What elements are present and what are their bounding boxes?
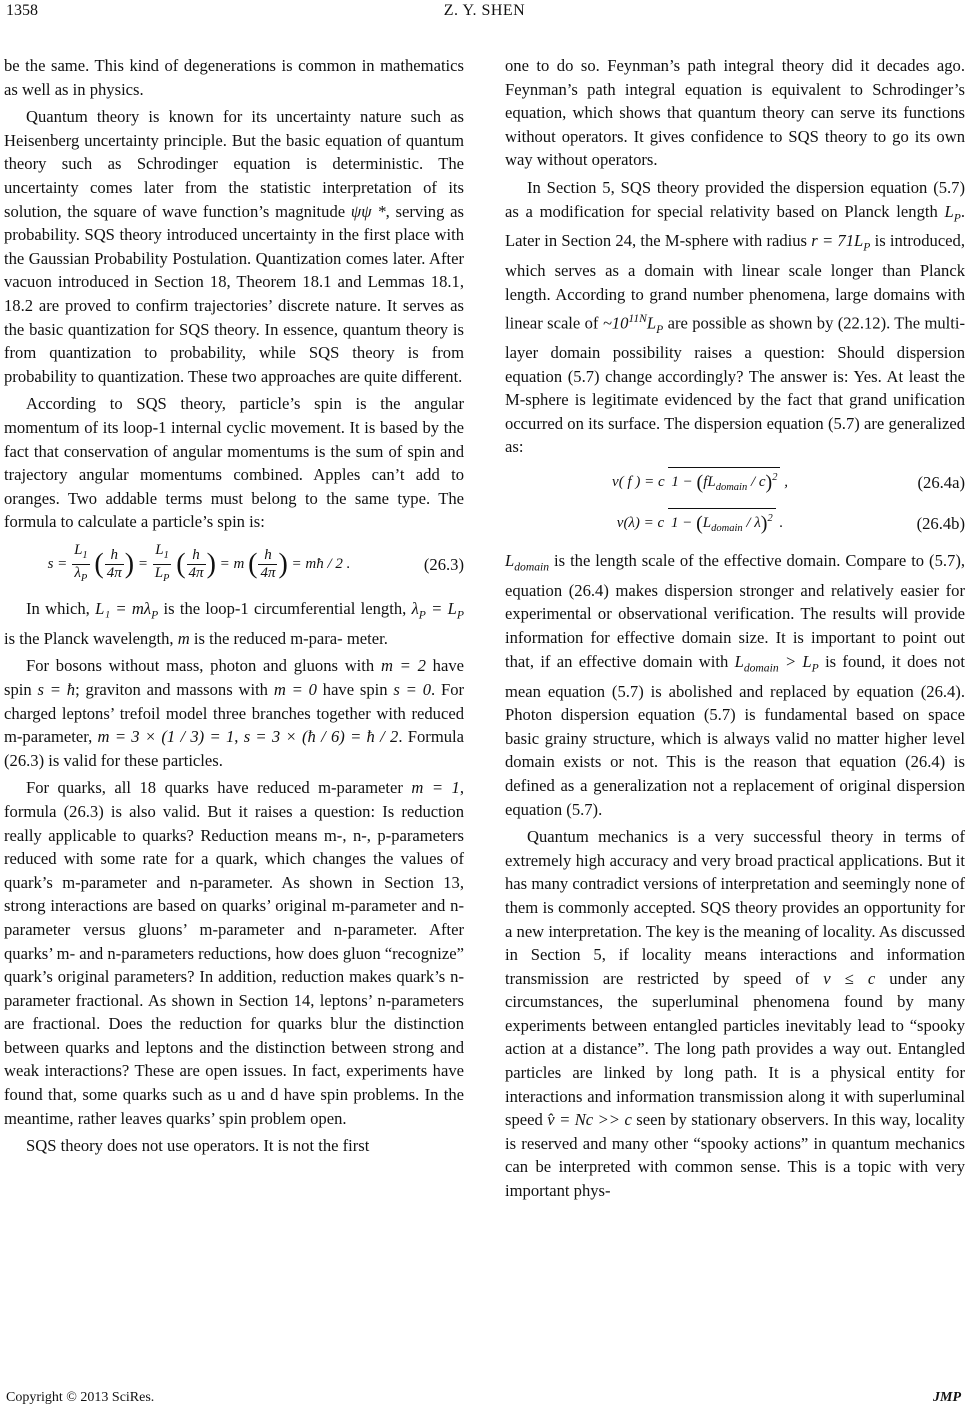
paragraph: According to SQS theory, particle’s spin is the angular momentum of its loop-1 internal cyclic movement. It is based by the fact that conservation of angular momentums is the sum of spin and trajectory angular momentums combined. Apples can’t add to oranges. Two addable terms must belong to the same type. The formula to calculate a particle’s spin is: (4, 394, 464, 532)
equation-26-3 (4, 542, 464, 587)
paragraph: be the same. This kind of degenerations is common in mathematics as well as in physics. (4, 56, 464, 99)
paragraph: In Section 5, SQS theory provided the dispersion equation (5.7) as a modification for special relativity based on Planck length $L_P$. Later in Section 24, the M-sphere with radius $r = 71L_P$ is introduced, which serves as a domain with linear scale longer than Planck length. According to grand number phenomena, large domains with linear scale of $\sim 10^{11N}L_P$ are possible as shown by (22.12). The multi-layer domain possibility raises a question: Should dispersion equation (5.7) change accordingly? The answer is: Yes. At least the M-sphere is legitimate evidenced by the fact that grand unification occurred on its surface. The dispersion equation (5.7) are generalized as: (505, 177, 966, 457)
copyright: Copyright © 2013 SciRes. (6, 1390, 155, 1405)
paragraph: In which, $L_1 = m\lambda_P$ is the loop-1 circumferential length, $\lambda_P = L_P$ is the Planck wavelength, m is the reduced m-para- meter. (4, 598, 464, 648)
paragraph: Quantum mechanics is a very successful theory in terms of extremely high accuracy and very broad practical applications. But it has many contradict versions of interpretation and seemingly none of them is commonly accepted. SQS theory provides an opportunity for a new interpretation. The key is the meaning of locality. As discussed in Section 5, if locality means interactions and information transmission are restricted by speed of v ≤ c under any circumstances, the superluminal phenomena found by many experiments between entangled particles inevitably lead to “spooky action at a distance”. The long path provides a way out. Entangled particles are linked by long path. It is a physical entity for interactions and information transmission along it with superluminal speed v̂ = Nc >> c seen by stationary observers. In this way, locality is reserved and many other “spooky actions” in quantum mechanics can be interpreted with common sense. This is a topic with very important phys- (505, 827, 965, 1201)
running-head: Z. Y. SHEN (443, 2, 526, 19)
equation-number: (26.4b) (916, 513, 965, 533)
page-header (0, 0, 969, 30)
equation-body: s = $\frac{L_1}{\lambda_P}$ ( $\frac{h}{4\pi}$ ) = $\frac{L_1}{L_P}$ ( $\frac{h}{4\pi}$ ) = m ( $\frac{h}{4\pi}$ ) = mħ / 2 . (47, 541, 351, 584)
page-number: 1358 (6, 2, 38, 19)
paragraph: For quarks, all 18 quarks have reduced m-parameter m = 1, formula (26.3) is also valid. But it raises a question: Is reduction really applicable to quarks? Reduction means m-, n-, p-parameters reduced with some rate for a quark, which changes the values of quark’s m-parameter and n-parameter. As shown in Section 13, strong interactions are based on quarks’ original m-parameter and n-parameter versus gluons’ m-parameter and n-parameter. After quarks’ m- and n-parameters reductions, how does gluon “recognize” quark’s original parameters? In addition, reduction makes quark’s n-parameter fractional. As shown in Section 14, leptons’ n-parameters are fractional. Does the reduction for quarks blur the distinction between quarks and leptons and the distinction between strong and weak interactions? These are open issues. In fact, experiments have found that, some quarks such as u and d have spin problems. In the meantime, rather leaves quarks’ spin problem open. (4, 778, 465, 1128)
paragraph: $L_{domain}$ is the length scale of the effective domain. Compare to (5.7), equation (26.4) makes dispersion stronger and relatively easier for experimental or observational verification. The results will provide information for effective domain size. It is important to point out that, if an effective domain with $L_{domain} > L_P$ is found, it does not mean equation (5.7) is abolished and replaced by equation (26.4). Photon dispersion equation (5.7) is fundamental based on space basic grainy structure, which is always valid no matter higher level domain exists or not. This is the reason that equation (26.4) is defined as a generalization not a replacement of original dispersion equation (5.7). (505, 550, 965, 819)
equation-26-4b (505, 508, 965, 539)
right-column (505, 54, 965, 1207)
left-column (4, 54, 464, 1162)
paragraph: For bosons without mass, photon and gluons with m = 2 have spin s = ħ; graviton and massons with m = 0 have spin s = 0. For charged leptons’ trefoil model three branches together with reduced m-parameter, m = 3 × (1 / 3) = 1, s = 3 × (ħ / 6) = ħ / 2. Formula (26.3) is valid for these particles. (4, 656, 465, 770)
equation-body: v( f ) = c $1 - (fL_{domain} / c)^2$ , (505, 467, 895, 498)
equation-number: (26.4a) (917, 472, 965, 492)
equation-number: (26.3) (423, 554, 464, 574)
equation-26-4a (505, 467, 965, 498)
paragraph: Quantum theory is known for its uncertainty nature such as Heisenberg uncertainty principle. But the basic equation of quantum theory such as Schrodinger equation is deterministic. The uncertainty comes later from the statistic interpretation of its solution, the square of wave function’s magnitude ψψ *, serving as probability. SQS theory introduced uncertainty in the first place with the Gaussian Probability Postulation. Quantization comes later. After vacuon introduced in Section 18, Theorem 18.1 and Lemmas 18.1, 18.2 are proved to confirm trajectories’ discrete nature. It serves as the basic quantization for SQS theory. In essence, quantum theory is from quantization to probability, while SQS theory is from probability to quantization. These two approaches are quite different. (4, 107, 465, 386)
equation-body: v(λ) = c $1 - (L_{domain} / \lambda)^2$ . (505, 508, 895, 539)
paragraph: SQS theory does not use operators. It is not the first (26, 1136, 370, 1156)
journal-name: JMP (933, 1390, 961, 1405)
inline-math: ψψ * (350, 201, 386, 221)
paragraph: one to do so. Feynman’s path integral theory did it decades ago. Feynman’s path integral equation is equivalent to Schrodinger’s equation, which shows that quantum theory can serve its functions without operators. It gives confidence to SQS theory to go its own way without operators. (505, 56, 965, 170)
